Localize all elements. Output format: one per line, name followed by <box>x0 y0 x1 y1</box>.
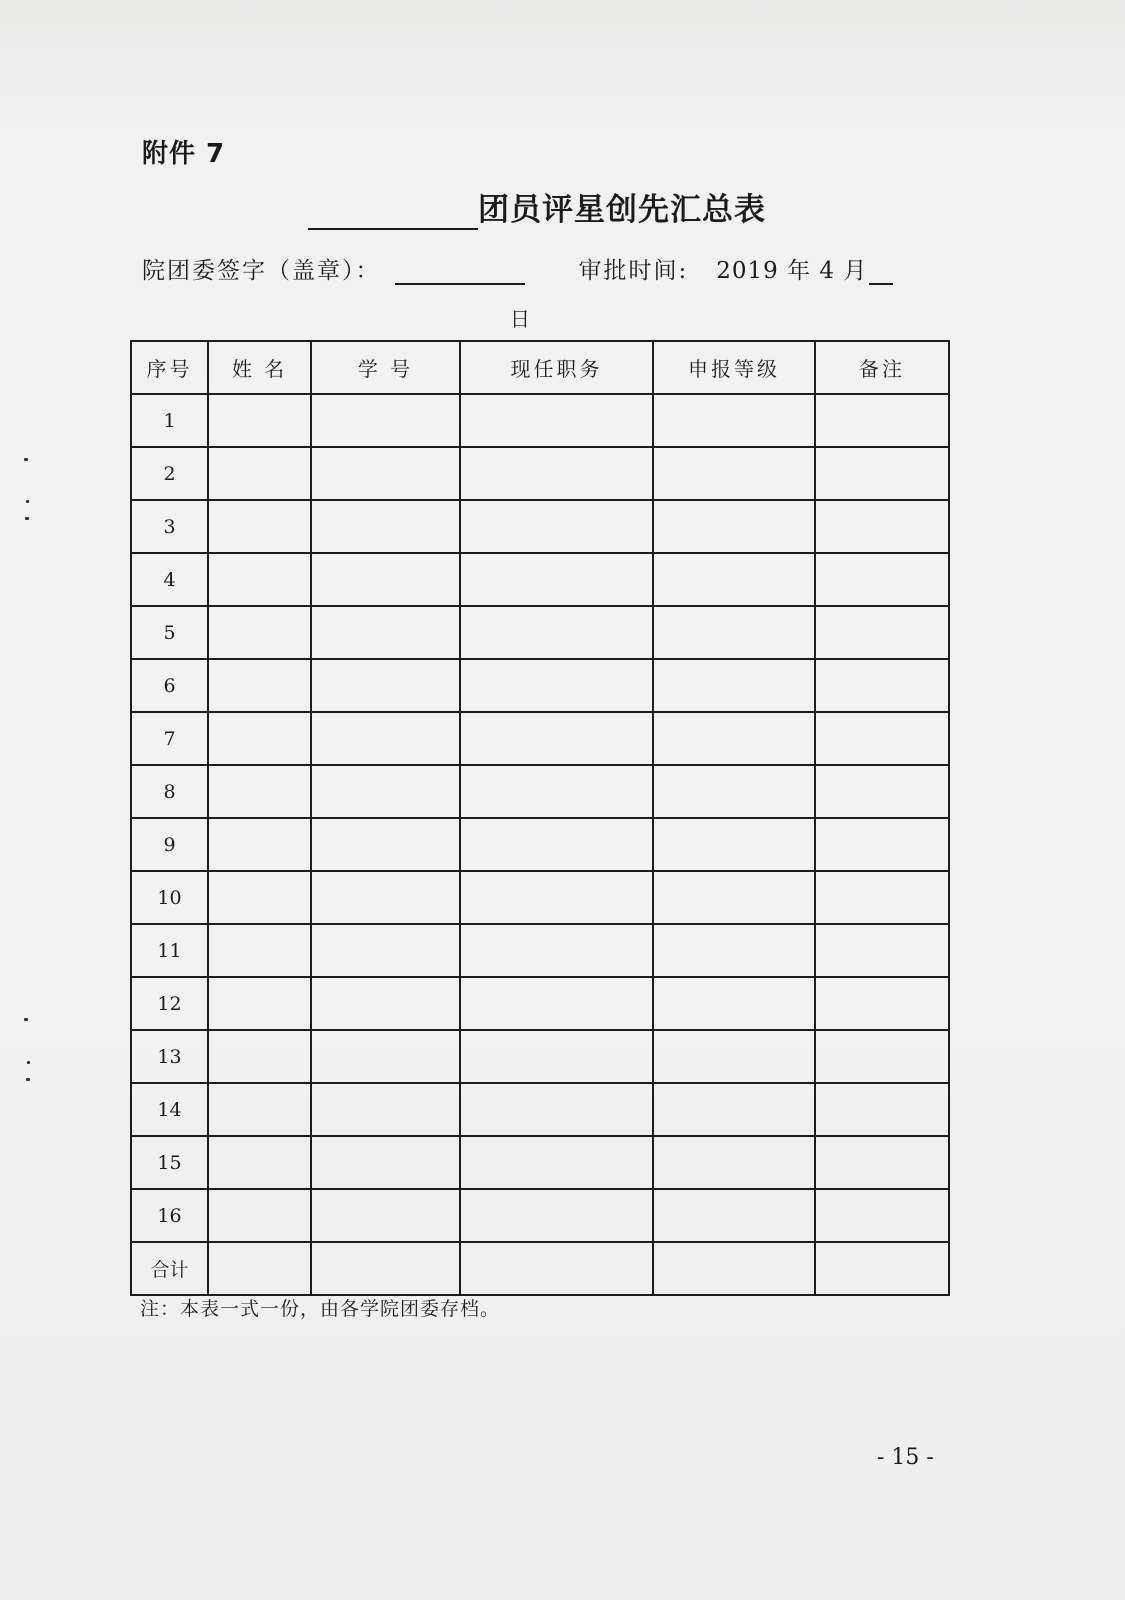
serial-cell: 14 <box>131 1083 208 1136</box>
serial-cell: 3 <box>131 500 208 553</box>
empty-cell <box>815 1030 949 1083</box>
empty-cell <box>460 659 653 712</box>
empty-cell <box>208 765 311 818</box>
empty-cell <box>460 1136 653 1189</box>
empty-cell <box>815 1189 949 1242</box>
table-row <box>131 500 949 553</box>
empty-cell <box>311 818 460 871</box>
empty-cell <box>460 977 653 1030</box>
attachment-label: 附件 7 <box>142 139 226 169</box>
empty-cell <box>815 1083 949 1136</box>
empty-cell <box>311 1242 460 1295</box>
empty-cell <box>460 765 653 818</box>
serial-cell: 10 <box>131 871 208 924</box>
scan-speck <box>26 500 29 503</box>
serial-cell: 15 <box>131 1136 208 1189</box>
empty-cell <box>311 1083 460 1136</box>
empty-cell <box>653 553 815 606</box>
empty-cell <box>815 871 949 924</box>
empty-cell <box>653 871 815 924</box>
serial-cell: 16 <box>131 1189 208 1242</box>
empty-cell <box>208 871 311 924</box>
empty-cell <box>653 447 815 500</box>
serial-cell: 13 <box>131 1030 208 1083</box>
empty-cell <box>653 1242 815 1295</box>
table-row <box>131 924 949 977</box>
table-total-row <box>131 1242 949 1295</box>
empty-cell <box>311 553 460 606</box>
empty-cell <box>460 924 653 977</box>
table-row <box>131 1030 949 1083</box>
empty-cell <box>311 1136 460 1189</box>
empty-cell <box>815 765 949 818</box>
empty-cell <box>815 924 949 977</box>
empty-cell <box>208 818 311 871</box>
serial-cell: 8 <box>131 765 208 818</box>
empty-cell <box>653 712 815 765</box>
empty-cell <box>460 818 653 871</box>
empty-cell <box>208 553 311 606</box>
empty-cell <box>208 447 311 500</box>
empty-cell <box>815 553 949 606</box>
empty-cell <box>460 606 653 659</box>
scan-speck <box>27 1061 30 1064</box>
serial-cell: 7 <box>131 712 208 765</box>
date-blank-line <box>869 257 893 285</box>
page-number: - 15 - <box>877 1445 934 1470</box>
empty-cell <box>815 500 949 553</box>
empty-cell <box>311 394 460 447</box>
table-header-row <box>131 341 949 394</box>
header-name: 姓 名 <box>208 341 311 394</box>
empty-cell <box>653 1030 815 1083</box>
empty-cell <box>311 871 460 924</box>
empty-cell <box>653 659 815 712</box>
empty-cell <box>311 659 460 712</box>
table-row <box>131 712 949 765</box>
empty-cell <box>460 394 653 447</box>
page-title: 团员评星创先汇总表 <box>478 192 766 228</box>
empty-cell <box>208 659 311 712</box>
table-row <box>131 977 949 1030</box>
empty-cell <box>815 659 949 712</box>
empty-cell <box>208 1136 311 1189</box>
signature-label: 院团委签字（盖章）： <box>142 258 381 284</box>
empty-cell <box>653 765 815 818</box>
empty-cell <box>815 606 949 659</box>
table-row <box>131 553 949 606</box>
empty-cell <box>653 924 815 977</box>
empty-cell <box>653 1083 815 1136</box>
empty-cell <box>815 977 949 1030</box>
serial-cell: 4 <box>131 553 208 606</box>
footnote: 注：本表一式一份，由各学院团委存档。 <box>140 1298 501 1320</box>
empty-cell <box>208 924 311 977</box>
empty-cell <box>653 1189 815 1242</box>
table-row <box>131 1136 949 1189</box>
serial-cell: 12 <box>131 977 208 1030</box>
header-serial: 序号 <box>131 341 208 394</box>
table-row <box>131 765 949 818</box>
empty-cell <box>653 606 815 659</box>
empty-cell <box>815 712 949 765</box>
empty-cell <box>653 818 815 871</box>
table-row <box>131 659 949 712</box>
day-label: 日 <box>510 307 530 331</box>
empty-cell <box>460 553 653 606</box>
empty-cell <box>311 924 460 977</box>
empty-cell <box>460 500 653 553</box>
empty-cell <box>460 712 653 765</box>
empty-cell <box>460 1083 653 1136</box>
scan-speck <box>24 1018 28 1021</box>
total-label-cell: 合计 <box>131 1242 208 1295</box>
empty-cell <box>208 977 311 1030</box>
summary-table <box>130 340 950 1296</box>
table-row <box>131 818 949 871</box>
empty-cell <box>208 1189 311 1242</box>
empty-cell <box>653 394 815 447</box>
header-current-post: 现任职务 <box>460 341 653 394</box>
empty-cell <box>460 447 653 500</box>
signature-row <box>142 252 922 285</box>
signature-blank-line <box>395 257 525 285</box>
empty-cell <box>460 871 653 924</box>
empty-cell <box>815 1136 949 1189</box>
empty-cell <box>311 447 460 500</box>
empty-cell <box>311 765 460 818</box>
empty-cell <box>311 977 460 1030</box>
title-blank-line <box>308 192 478 230</box>
empty-cell <box>311 606 460 659</box>
approval-date: 2019 年 4 月 <box>716 258 868 284</box>
empty-cell <box>311 1030 460 1083</box>
empty-cell <box>208 1083 311 1136</box>
table-row <box>131 1189 949 1242</box>
scan-speck <box>25 517 29 520</box>
empty-cell <box>311 1189 460 1242</box>
serial-cell: 2 <box>131 447 208 500</box>
empty-cell <box>460 1242 653 1295</box>
empty-cell <box>460 1030 653 1083</box>
table-row <box>131 1083 949 1136</box>
table-row <box>131 394 949 447</box>
empty-cell <box>311 712 460 765</box>
empty-cell <box>815 818 949 871</box>
approval-time-label: 审批时间: <box>578 258 689 284</box>
table-row <box>131 871 949 924</box>
empty-cell <box>208 500 311 553</box>
serial-cell: 11 <box>131 924 208 977</box>
empty-cell <box>815 1242 949 1295</box>
table-row <box>131 447 949 500</box>
empty-cell <box>311 500 460 553</box>
empty-cell <box>208 1030 311 1083</box>
empty-cell <box>815 394 949 447</box>
serial-cell: 1 <box>131 394 208 447</box>
table-body <box>131 394 949 1295</box>
title-row <box>308 190 766 230</box>
scan-speck <box>26 1078 30 1081</box>
empty-cell <box>460 1189 653 1242</box>
empty-cell <box>653 977 815 1030</box>
empty-cell <box>208 606 311 659</box>
table-row <box>131 606 949 659</box>
header-level: 申报等级 <box>653 341 815 394</box>
serial-cell: 9 <box>131 818 208 871</box>
serial-cell: 6 <box>131 659 208 712</box>
scan-speck <box>24 458 28 461</box>
empty-cell <box>208 394 311 447</box>
empty-cell <box>208 712 311 765</box>
empty-cell <box>653 500 815 553</box>
header-student-id: 学 号 <box>311 341 460 394</box>
empty-cell <box>208 1242 311 1295</box>
header-remarks: 备注 <box>815 341 949 394</box>
serial-cell: 5 <box>131 606 208 659</box>
empty-cell <box>653 1136 815 1189</box>
empty-cell <box>815 447 949 500</box>
